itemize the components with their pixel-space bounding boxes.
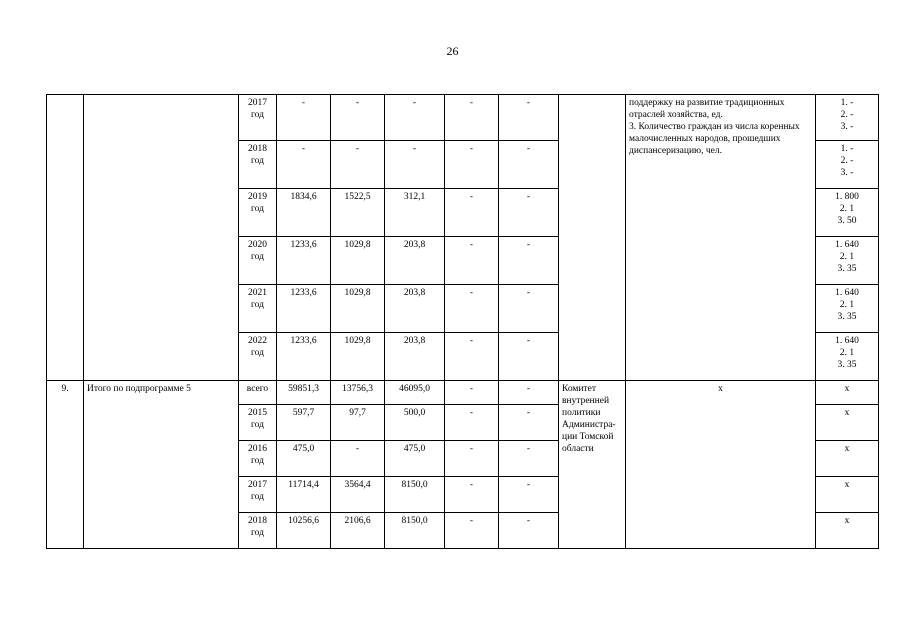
value-cell: - bbox=[445, 441, 499, 477]
executor-cell bbox=[559, 95, 626, 381]
result-value: 2. 1 bbox=[839, 300, 855, 310]
value-cell: - bbox=[385, 95, 445, 141]
value-cell: - bbox=[445, 333, 499, 381]
year-cell: 2018 год bbox=[239, 141, 277, 189]
value-cell: - bbox=[331, 441, 385, 477]
result-cell bbox=[816, 333, 879, 381]
year-cell: 2020 год bbox=[239, 237, 277, 285]
result-value: 1. 800 bbox=[835, 192, 859, 202]
value-cell: 13756,3 bbox=[331, 381, 385, 405]
value-cell: - bbox=[445, 141, 499, 189]
value-cell: 8150,0 bbox=[385, 513, 445, 549]
year-cell: 2017 год bbox=[239, 95, 277, 141]
result-value: 3. 35 bbox=[837, 264, 857, 274]
value-cell: - bbox=[331, 95, 385, 141]
result-value: 1. 640 bbox=[835, 240, 859, 250]
value-cell: - bbox=[445, 95, 499, 141]
result-value: 1. 640 bbox=[835, 336, 859, 346]
value-cell: 203,8 bbox=[385, 237, 445, 285]
result-value: 3. - bbox=[840, 122, 854, 132]
result-cell bbox=[816, 141, 879, 189]
value-cell: 203,8 bbox=[385, 333, 445, 381]
row-number-cell: 9. bbox=[47, 381, 84, 549]
result-value: 1. 640 bbox=[835, 288, 859, 298]
value-cell: - bbox=[499, 141, 559, 189]
result-value: 3. 50 bbox=[837, 216, 857, 226]
value-cell: 1029,8 bbox=[331, 285, 385, 333]
value-cell: 2106,6 bbox=[331, 513, 385, 549]
value-cell: - bbox=[499, 477, 559, 513]
value-cell: 597,7 bbox=[277, 405, 331, 441]
table-row bbox=[47, 381, 879, 405]
result-value: 2. 1 bbox=[839, 204, 855, 214]
result-cell: х bbox=[816, 381, 879, 405]
result-value: 3. 35 bbox=[837, 312, 857, 322]
value-cell: - bbox=[499, 237, 559, 285]
value-cell: 203,8 bbox=[385, 285, 445, 333]
value-cell: - bbox=[499, 95, 559, 141]
result-cell: х bbox=[816, 405, 879, 441]
value-cell: - bbox=[445, 513, 499, 549]
indicator-text: поддержку на развитие традиционных отраслей хозяйства, ед. 3. Количество граждан из числа коренных малочисленных народов, прошедших диспансеризацию, чел. bbox=[626, 95, 816, 381]
value-cell: 1233,6 bbox=[277, 333, 331, 381]
value-cell: - bbox=[499, 381, 559, 405]
value-cell: 1233,6 bbox=[277, 285, 331, 333]
result-cell bbox=[816, 189, 879, 237]
result-cell bbox=[816, 285, 879, 333]
value-cell: - bbox=[277, 95, 331, 141]
value-cell: 475,0 bbox=[277, 441, 331, 477]
value-cell: 46095,0 bbox=[385, 381, 445, 405]
page-number: 26 bbox=[446, 44, 459, 58]
value-cell: - bbox=[445, 237, 499, 285]
result-value: 2. - bbox=[840, 156, 854, 166]
result-cell: х bbox=[816, 477, 879, 513]
result-value: 1. - bbox=[840, 98, 854, 108]
value-cell: - bbox=[499, 513, 559, 549]
table-row bbox=[47, 95, 879, 141]
executor-cell: Комитет внутренней политики Администра-ции Томской области bbox=[559, 381, 626, 549]
year-cell: 2017 год bbox=[239, 477, 277, 513]
year-cell: 2019 год bbox=[239, 189, 277, 237]
indicator-cell: х bbox=[626, 381, 816, 549]
value-cell: - bbox=[499, 285, 559, 333]
value-cell: 475,0 bbox=[385, 441, 445, 477]
value-cell: - bbox=[499, 333, 559, 381]
year-cell: 2022 год bbox=[239, 333, 277, 381]
value-cell: - bbox=[445, 405, 499, 441]
result-value: 2. 1 bbox=[839, 252, 855, 262]
value-cell: 500,0 bbox=[385, 405, 445, 441]
value-cell: 11714,4 bbox=[277, 477, 331, 513]
row-name-cell bbox=[84, 95, 239, 381]
value-cell: - bbox=[445, 477, 499, 513]
value-cell: - bbox=[445, 189, 499, 237]
value-cell: - bbox=[499, 189, 559, 237]
value-cell: 1029,8 bbox=[331, 237, 385, 285]
value-cell: 1233,6 bbox=[277, 237, 331, 285]
year-cell: всего bbox=[239, 381, 277, 405]
result-value: 1. - bbox=[840, 144, 854, 154]
year-cell: 2015 год bbox=[239, 405, 277, 441]
year-cell: 2016 год bbox=[239, 441, 277, 477]
value-cell: - bbox=[499, 441, 559, 477]
result-value: 2. 1 bbox=[839, 348, 855, 358]
value-cell: 1029,8 bbox=[331, 333, 385, 381]
value-cell: 3564,4 bbox=[331, 477, 385, 513]
result-value: 3. 35 bbox=[837, 360, 857, 370]
result-cell: х bbox=[816, 513, 879, 549]
value-cell: - bbox=[499, 405, 559, 441]
value-cell: 59851,3 bbox=[277, 381, 331, 405]
value-cell: - bbox=[331, 141, 385, 189]
value-cell: - bbox=[277, 141, 331, 189]
value-cell: - bbox=[445, 285, 499, 333]
value-cell: 312,1 bbox=[385, 189, 445, 237]
result-value: 2. - bbox=[840, 110, 854, 120]
value-cell: - bbox=[385, 141, 445, 189]
result-cell bbox=[816, 95, 879, 141]
result-value: 3. - bbox=[840, 168, 854, 178]
value-cell: 1522,5 bbox=[331, 189, 385, 237]
row-number-cell bbox=[47, 95, 84, 381]
value-cell: 10256,6 bbox=[277, 513, 331, 549]
result-cell bbox=[816, 237, 879, 285]
value-cell: 1834,6 bbox=[277, 189, 331, 237]
subprogram-name: Итого по подпрограмме 5 bbox=[84, 381, 239, 549]
result-cell: х bbox=[816, 441, 879, 477]
year-cell: 2021 год bbox=[239, 285, 277, 333]
year-cell: 2018 год bbox=[239, 513, 277, 549]
value-cell: 8150,0 bbox=[385, 477, 445, 513]
value-cell: 97,7 bbox=[331, 405, 385, 441]
program-table bbox=[46, 94, 879, 549]
value-cell: - bbox=[445, 381, 499, 405]
